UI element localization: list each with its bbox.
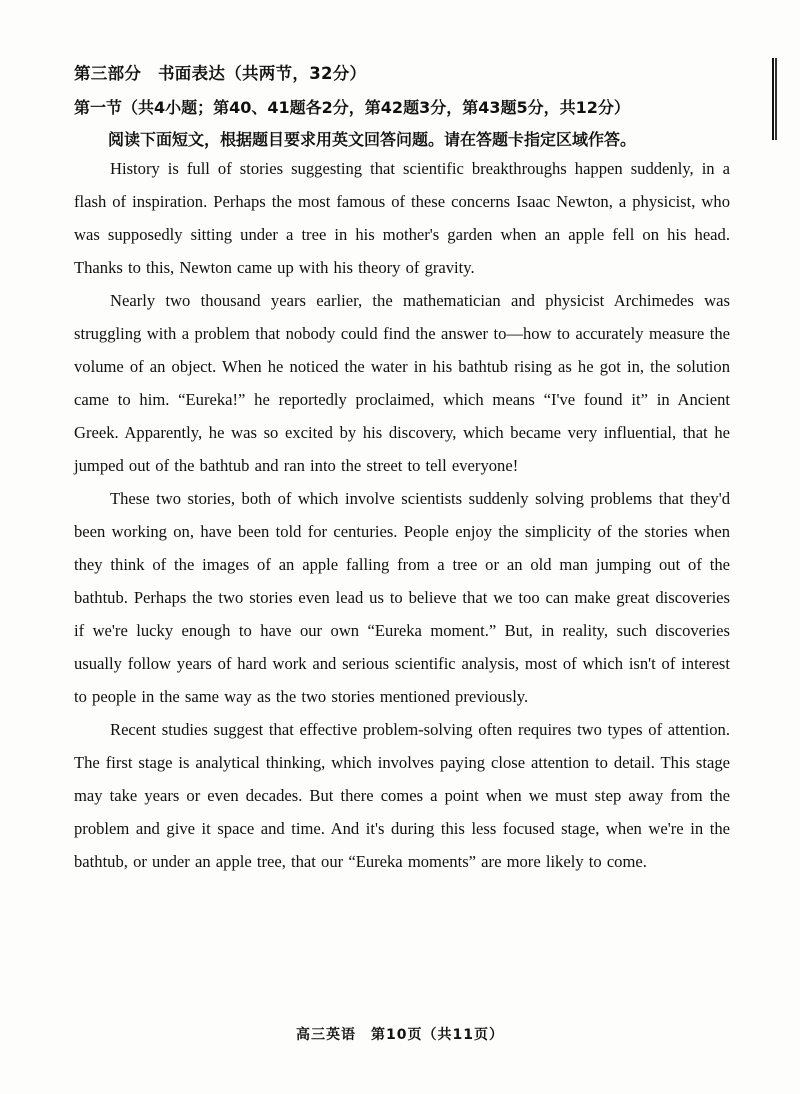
page-footer: 高三英语 第10页（共11页） [296, 1027, 504, 1043]
binding-edge-mark [772, 58, 777, 140]
section-heading: 第三部分 书面表达（共两节，32分） [74, 64, 367, 83]
passage-paragraph-4: Recent studies suggest that effective problem-solving often requires two types of attention. The first stage is analytical thinking, which involves paying close attention to detail. This stage may take years or even decades. But there comes a point when we must step away from the problem and give it space and time. And it's during this less focused stage, when we're in the bathtub, or under an apple tree, that our “Eureka moments” are more likely to come. [74, 720, 730, 871]
subsection-heading: 第一节（共4小题；第40、41题各2分，第42题3分，第43题5分，共12分） [74, 98, 630, 117]
passage-paragraph-1: History is full of stories suggesting that scientific breakthroughs happen suddenly, in a flash of inspiration. Perhaps the most famous of these concerns Isaac Newton, a physicist, who was supposedly sitting under a tree in his mother's garden when an apple fell on his head. Thanks to this, Newton came up with his theory of gravity. [74, 159, 730, 277]
passage-paragraph-2: Nearly two thousand years earlier, the mathematician and physicist Archimedes was struggling with a problem that nobody could find the answer to—how to accurately measure the volume of an object. When he noticed the water in his bathtub rising as he got in, the solution came to him. “Eureka!” he reportedly proclaimed, which means “I've found it” in Ancient Greek. Apparently, he was so excited by his discovery, which became very influential, that he jumped out of the bathtub and ran into the street to tell everyone! [74, 291, 730, 475]
reading-instruction: 阅读下面短文，根据题目要求用英文回答问题。请在答题卡指定区域作答。 [108, 130, 637, 149]
reading-passage [74, 152, 730, 878]
passage-paragraph-3: These two stories, both of which involve scientists suddenly solving problems that they'd been working on, have been told for centuries. People enjoy the simplicity of the stories when they think of the images of an apple falling from a tree or an old man jumping out of the bathtub. Perhaps the two stories even lead us to believe that we too can make great discoveries if we're lucky enough to have our own “Eureka moment.” But, in reality, such discoveries usually follow years of hard work and serious scientific analysis, most of which isn't of interest to people in the same way as the two stories mentioned previously. [74, 489, 730, 706]
